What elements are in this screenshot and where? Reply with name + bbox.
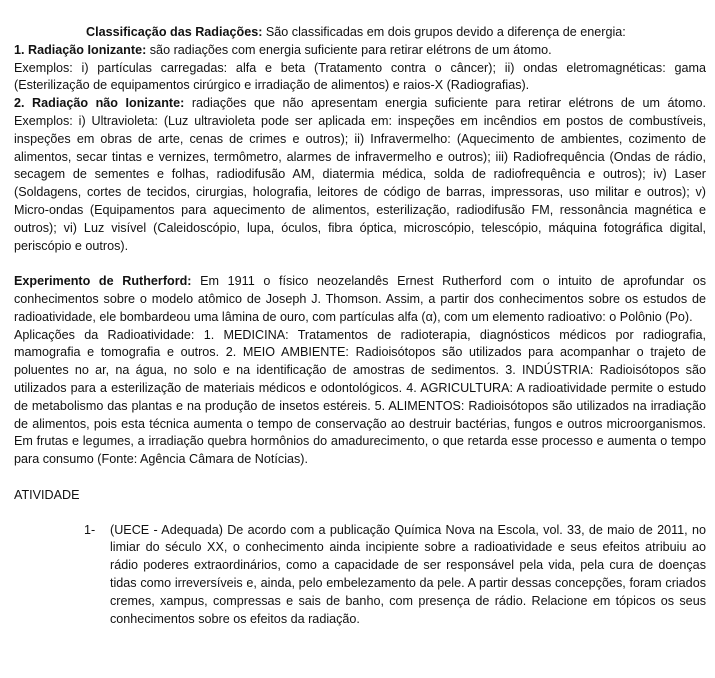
ionizing-heading (14, 42, 706, 60)
non-ionizing-paragraph (14, 95, 706, 255)
applications-paragraph: Aplicações da Radioatividade: 1. MEDICINA: Tratamentos de radioterapia, diagnósticos médicos por radiografia, mamografia e tomografia e outros. 2. MEIO AMBIENTE: Radioisótopos são utilizados para acompanhar o trajeto de poluentes no ar, na água, no solo e na identificação de amostras de sedimentos. 3. INDÚSTRIA: Radioisótopos são utilizados para a esterilização de materiais médicos e odontológicos. 4. AGRICULTURA: A radioatividade permite o estudo de metabolismo das plantas e na produção de insetos estéreis. 5. ALIMENTOS: Radioisótopos são utilizados na irradiação de alimentos, pois esta técnica aumenta o tempo de conservação ao destruir bactérias, fungos e outros microorganismos. Em frutas e legumes, a irradiação quebra hormônios do amadurecimento, o que retarda esse processo e aumenta o tempo para consumo (Fonte: Agência Câmara de Notícias). (14, 327, 706, 467)
paragraph-spacer (14, 255, 706, 273)
non-ionizing-label: 2. Radiação não Ionizante: (14, 96, 185, 111)
rutherford-paragraph (14, 273, 706, 326)
question-number: 1- (84, 522, 96, 537)
ionizing-examples: Exemplos: i) partículas carregadas: alfa e beta (Tratamento contra o câncer); ii) ondas eletromagnéticas: gama (Esterilização de equipamentos cirúrgico e irradiação de alimentos) e raios-X (Radiografias). (14, 60, 706, 93)
classification-label: Classificação das Radiações: (86, 25, 263, 39)
question-item (84, 522, 706, 629)
document-page (14, 24, 706, 628)
rutherford-label: Experimento de Rutherford: (14, 274, 192, 289)
ionizing-label: 1. Radiação Ionizante: (14, 42, 147, 57)
paragraph-spacer (14, 469, 706, 487)
classification-heading (14, 24, 706, 42)
non-ionizing-text: radiações que não apresentam energia suficiente para retirar elétrons de um átomo. Exemplos: i) Ultravioleta: (Luz ultravioleta pode ser aplicada em: inspeções em incêndios em postos de combustíveis, inspeções em obras de arte, cenas de crimes e outros); ii) Infravermelho: (Aquecimento de ambientes, cozimento de alimentos, secar tintas e vernizes, termômetro, alarmes de infravermelho e outros); iii) Radiofrequência (Ondas de rádio, secagem de sementes e folhas, radiodifusão AM, diatermia médica, solda de radiofrequência e outros); iv) Laser (Soldagens, cortes de tecidos, cirurgias, holografia, leitores de código de barras, impressoras, uso militar e outros); v) Micro-ondas (Equipamentos para aquecimento de alimentos, esterilização, radiodifusão FM, ressonância magnética e outros); vi) Luz visível (Caleidoscópio, lupa, óculos, fibra óptica, microscópio, telescópio, máquina fotográfica digital, periscópio e outros). (14, 96, 706, 253)
classification-text: São classificadas em dois grupos devido a diferença de energia: (262, 25, 626, 39)
rutherford-text: Em 1911 o físico neozelandês Ernest Rutherford com o intuito de aprofundar os conhecimentos sobre o modelo atômico de Joseph J. Thomson. Assim, a partir dos conhecimentos sobre os estudos de radioatividade, ele bombardeou uma lâmina de ouro, com partículas alfa (α), com um elemento radioativo: o Polônio (Po). (14, 274, 706, 324)
ionizing-text: são radiações com energia suficiente para retirar elétrons de um átomo. (146, 42, 552, 57)
activity-heading: ATIVIDADE (14, 487, 80, 502)
question-text: (UECE - Adequada) De acordo com a publicação Química Nova na Escola, vol. 33, de maio de 2011, no limiar do século XX, o conhecimento ainda incipiente sobre a radioatividade e seus efeitos atribuiu ao rádio poderes extraordinários, como a capacidade de ser responsável pela vida, pela cura de doenças tidas como irreversíveis e, ainda, pelo embelezamento da pele. A partir dessas concepções, foram criados cremes, xampus, compressas e sais de banho, com presença de rádio. Relacione em tópicos os seus conhecimentos sobre os efeitos da radiação. (110, 522, 706, 626)
